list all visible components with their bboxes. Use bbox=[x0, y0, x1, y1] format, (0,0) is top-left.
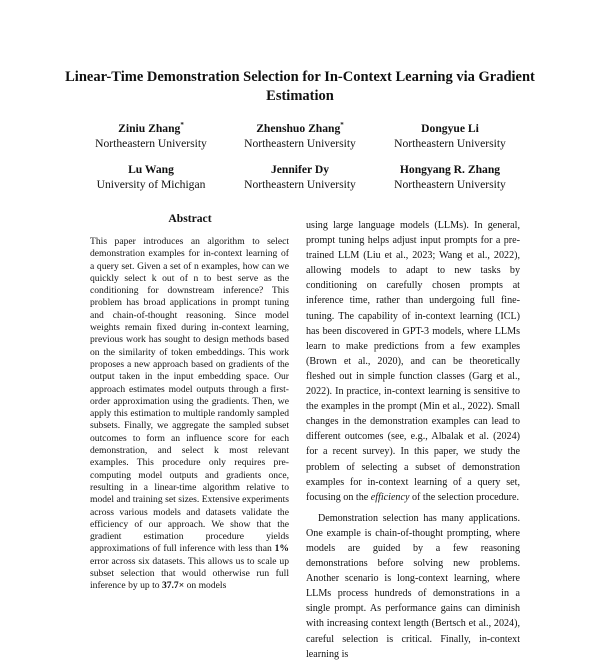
speedup-value: 37.7× bbox=[161, 580, 185, 592]
author-name: Jennifer Dy bbox=[270, 163, 330, 176]
abstract-paragraph: This paper introduces an algorithm to select demonstration examples for in-context learning of a query set. Given a set of n examples, how can we quickly select k out of n to best serve as the conditioning for downstream inference? This problem has broad applications in prompt tuning and chain-of-thought reasoning. Since model weights remain fixed during in-context learning, previous work has sought to design methods based on the similarity of token embeddings. This work proposes a new approach based on gradients of the output taken in the input embedding space. Our approach estimates model outputs through a first-order approximation using the gradients. Then, we apply this estimation to multiple randomly sampled subsets. Finally, we aggregate the sampled subset outcomes to form an influence score for each demonstration, and select k most relevant examples. This procedure only requires pre-computing model outputs and gradients once, resulting in a linear-time algorithm relative to model and training set sizes. Extensive experiments across various models and datasets validate the efficiency of our approach. We show that the gradient estimation procedure yields approximations of full inference with less than 1% error across six datasets. This allows us to scale up subset selection that would otherwise run full inference by up to 37.7× on models bbox=[90, 236, 289, 592]
author-block bbox=[215, 121, 385, 151]
paper-title: Linear-Time Demonstration Selection for In-Context Learning via Gradient Estimation bbox=[65, 69, 535, 104]
author-block bbox=[66, 162, 236, 192]
author-affiliation: Northeastern University bbox=[394, 137, 506, 150]
error-rate: 1% bbox=[274, 543, 289, 555]
abstract-heading: Abstract bbox=[168, 212, 212, 225]
intro-body bbox=[306, 218, 520, 662]
author-affiliation: University of Michigan bbox=[96, 178, 206, 191]
author-affiliation: Northeastern University bbox=[244, 137, 356, 150]
body-paragraph: Demonstration selection has many applications. One example is chain-of-thought prompting, where models are guided by a few reasoning demonstrations before solving new problems. Another scenario is long-context learning, where LLMs process hundreds of demonstrations in a single prompt. As performance gains can diminish with increasing context length (Bertsch et al., 2024), careful selection is critical. Finally, in-context learning is bbox=[306, 512, 520, 660]
author-affiliation: Northeastern University bbox=[394, 178, 506, 191]
author-block bbox=[365, 121, 535, 151]
author-name: Ziniu Zhang* bbox=[118, 121, 184, 135]
author-name: Dongyue Li bbox=[421, 122, 479, 135]
author-affiliation: Northeastern University bbox=[244, 178, 356, 191]
author-block bbox=[66, 121, 236, 151]
author-name: Lu Wang bbox=[128, 163, 174, 176]
author-name: Hongyang R. Zhang bbox=[399, 163, 501, 176]
body-paragraph: using large language models (LLMs). In general, prompt tuning helps adjust input prompts for a pre-trained LLM (Liu et al., 2023; Wang et al., 2022), allowing models to adapt to new tasks by conditioning on carefully chosen prompts at inference time, rather than undergoing full fine-tuning. The capability of in-context learning (ICL) has been discovered in GPT-3 models, where LLMs learn to make predictions from a few examples (Brown et al., 2020), and can be theoretically fleshed out in simple function classes (Garg et al., 2022). In practice, in-context learning is sensitive to the examples in the prompt (Min et al., 2022). Small changes in the demonstration examples can lead to different outcomes (see, e.g., Albalak et al. (2024) for a recent survey). In this paper, we study the problem of selecting a subset of demonstration examples for in-context learning of a query set, focusing on the efficiency of the selection procedure. bbox=[306, 220, 520, 503]
author-block bbox=[215, 162, 385, 192]
author-name: Zhenshuo Zhang* bbox=[256, 121, 344, 135]
author-block bbox=[365, 162, 535, 192]
abstract-body bbox=[90, 236, 289, 593]
author-affiliation: Northeastern University bbox=[95, 137, 207, 150]
